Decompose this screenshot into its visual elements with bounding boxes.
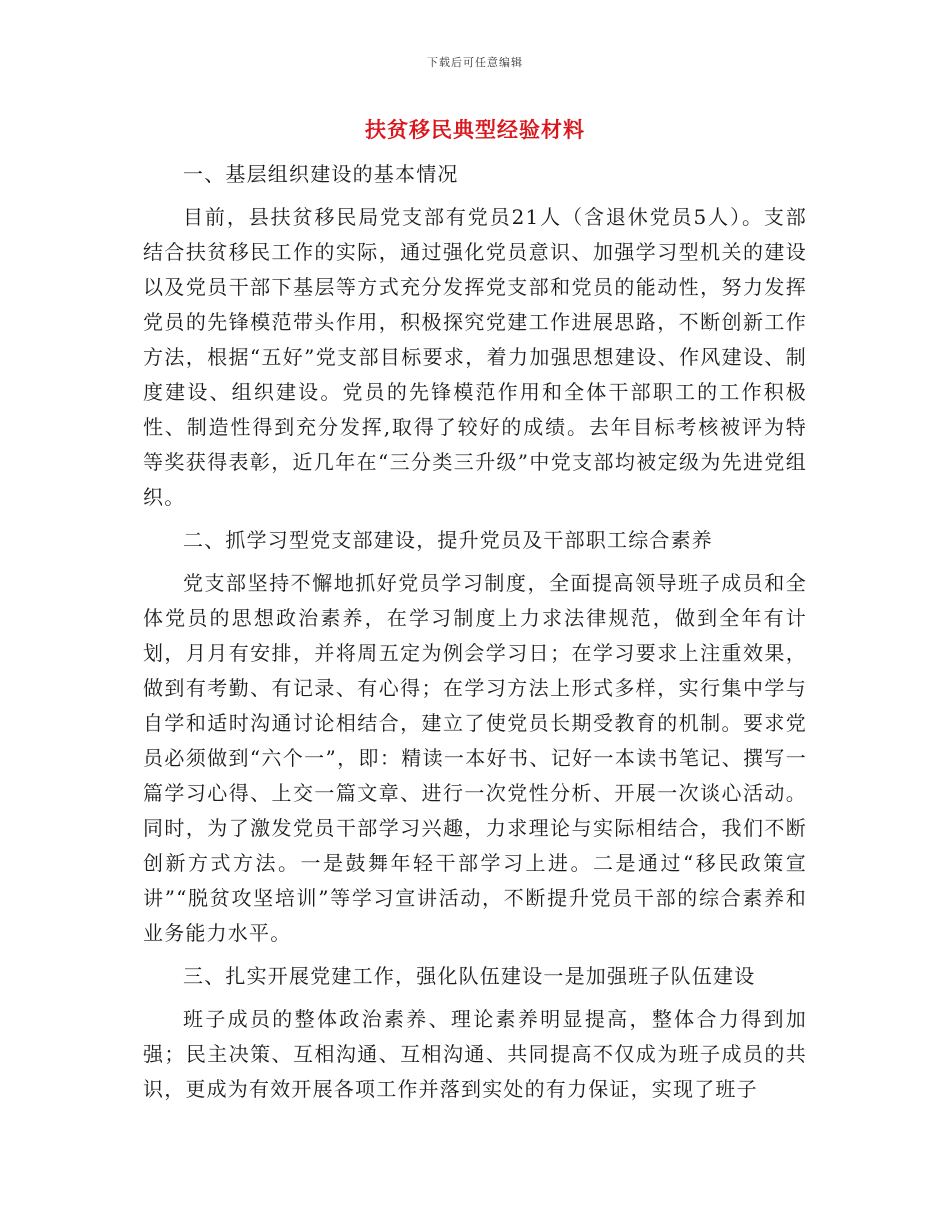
document-title: 扶贫移民典型经验材料 (365, 117, 585, 142)
section-heading-2: 二、抓学习型党支部建设，提升党员及干部职工综合素养 (183, 528, 713, 552)
section-paragraph-2: 党支部坚持不懈地抓好党员学习制度，全面提高领导班子成员和全体党员的思想政治素养，在学习制度上力求法律规范，做到全年有计划，月月有安排，并将周五定为例会学习日；在学习要求上注重效果，做到有考勤、有记录、有心得；在学习方法上形式多样，实行集中学与自学和适时沟通讨论相结合，建立了使党员长期受教育的机制。要求党员必须做到“六个一”，即：精读一本好书、记好一本读书笔记、撰写一篇学习心得、上交一篇文章、进行一次党性分析、开展一次谈心活动。同时，为了激发党员干部学习兴趣，力求理论与实际相结合，我们不断创新方式方法。一是鼓舞年轻干部学习上进。二是通过“移民政策宣讲”“脱贫攻坚培训”等学习宣讲活动，不断提升党员干部的综合素养和业务能力水平。 (143, 571, 807, 945)
document-body (143, 157, 807, 1107)
section-heading-3: 三、扎实开展党建工作，强化队伍建设一是加强班子队伍建设 (183, 964, 756, 988)
header-note: 下载后可任意编辑 (427, 56, 523, 69)
section-paragraph-1: 目前，县扶贫移民局党支部有党员21人（含退休党员5人）。支部结合扶贫移民工作的实际，通过强化党员意识、加强学习型机关的建设以及党员干部下基层等方式充分发挥党支部和党员的能动性，努力发挥党员的先锋模范带头作用，积极探究党建工作进展思路，不断创新工作方法，根据“五好”党支部目标要求，着力加强思想建设、作风建设、制度建设、组织建设。党员的先锋模范作用和全体干部职工的工作积极性、制造性得到充分发挥,取得了较好的成绩。去年目标考核被评为特等奖获得表彰，近几年在“三分类三升级”中党支部均被定级为先进党组织。 (143, 205, 807, 509)
section-paragraph-3: 班子成员的整体政治素养、理论素养明显提高，整体合力得到加强；民主决策、互相沟通、互相沟通、共同提高不仅成为班子成员的共识，更成为有效开展各项工作并落到实处的有力保证，实现了班子 (143, 1007, 807, 1101)
section-heading-1: 一、基层组织建设的基本情况 (183, 162, 459, 186)
